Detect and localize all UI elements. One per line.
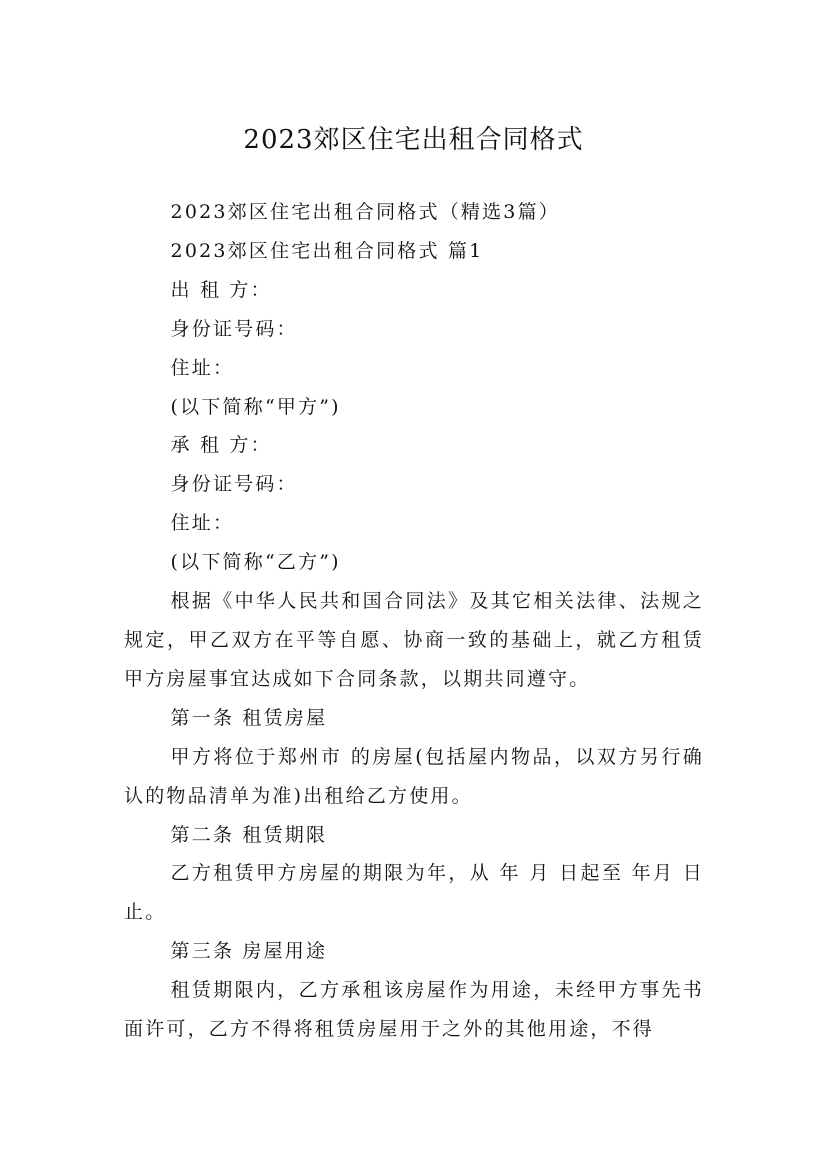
preamble-paragraph: 根据《中华人民共和国合同法》及其它相关法律、法规之规定，甲乙双方在平等自愿、协商一致的基础上，就乙方租赁甲方房屋事宜达成如下合同条款，以期共同遵守。 [124, 590, 704, 690]
lessor-alias: (以下简称“甲方”) [170, 395, 341, 418]
lessor-address-label: 住址： [170, 356, 235, 379]
lessee-alias: (以下简称“乙方”) [170, 551, 341, 574]
document-title: 2023郊区住宅出租合同格式 [243, 125, 584, 156]
lessee-address-label: 住址： [170, 512, 235, 535]
lessee-label: 承 租 方： [170, 434, 272, 457]
article-1-heading: 第一条 租赁房屋 [170, 706, 328, 729]
section-heading: 2023郊区住宅出租合同格式 篇1 [170, 239, 484, 262]
article-1-text: 甲方将位于郑州市 的房屋(包括屋内物品，以双方另行确认的物品清单为准)出租给乙方使用。 [124, 745, 704, 807]
article-3-heading: 第三条 房屋用途 [170, 940, 328, 963]
document-body [124, 193, 704, 1049]
lessor-id-label: 身份证号码： [170, 317, 298, 340]
article-3-text: 租赁期限内，乙方承租该房屋作为用途，未经甲方事先书面许可，乙方不得将租赁房屋用于之外的其他用途，不得 [124, 979, 704, 1041]
lessor-label: 出 租 方： [170, 278, 272, 301]
article-2-text: 乙方租赁甲方房屋的期限为年，从 年 月 日起至 年月 日止。 [124, 862, 704, 924]
subtitle-line: 2023郊区住宅出租合同格式（精选3篇） [170, 201, 560, 223]
lessee-id-label: 身份证号码： [170, 473, 298, 496]
article-2-heading: 第二条 租赁期限 [170, 823, 328, 846]
